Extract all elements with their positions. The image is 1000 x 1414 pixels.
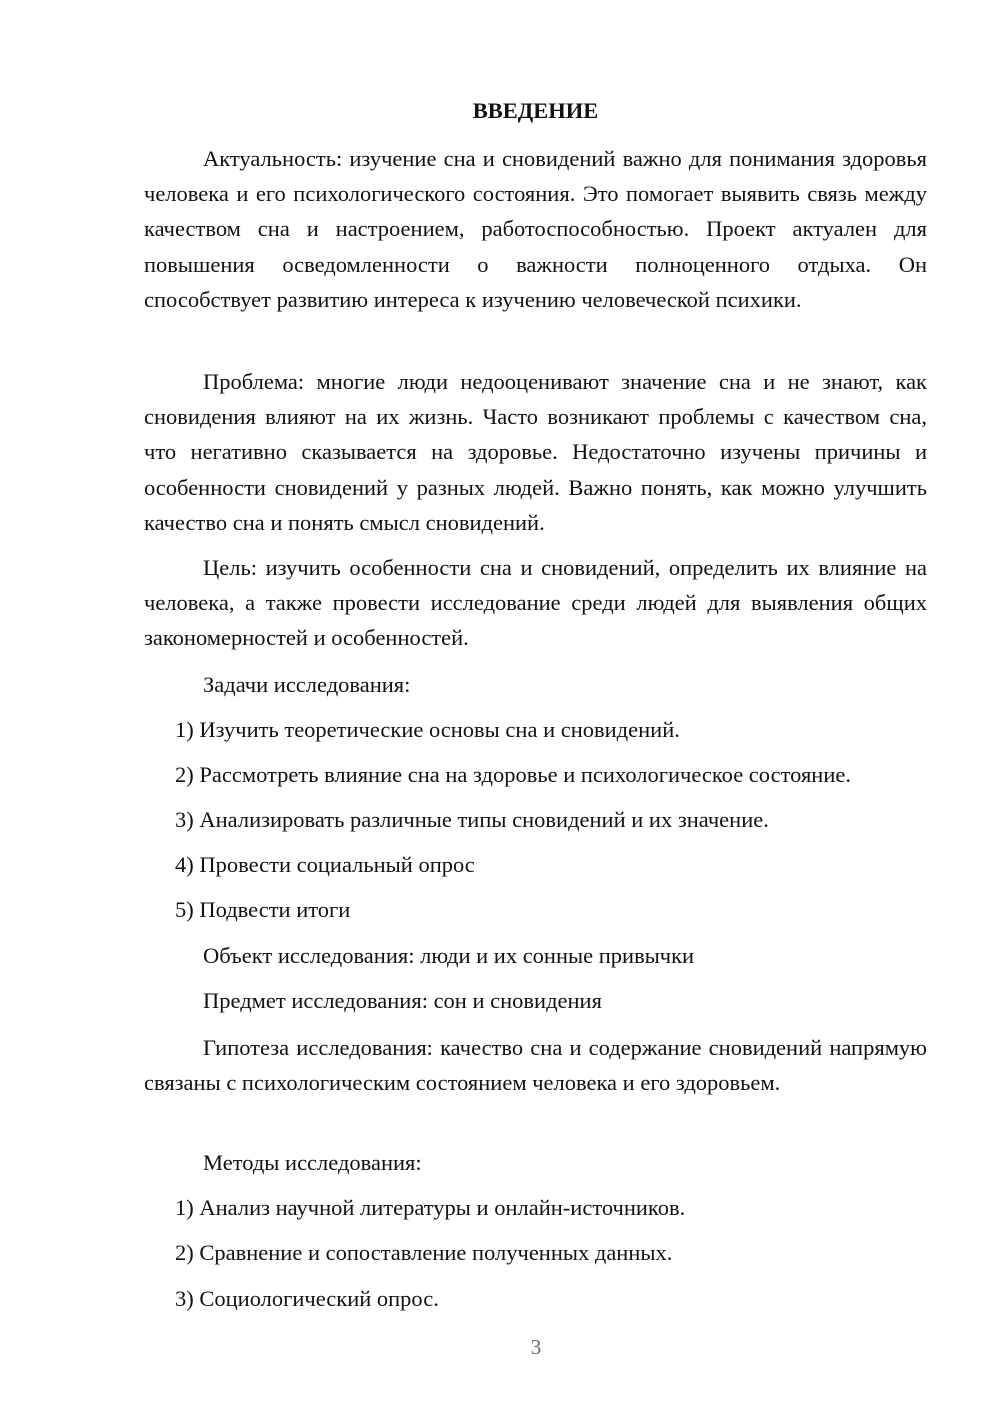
task-item-4: 4) Провести социальный опрос	[175, 852, 475, 877]
goal-paragraph: Цель: изучить особенности сна и сновидений, определить их влияние на человека, а также провести исследование среди людей для выявления общих закономерностей и особенностей.	[144, 555, 927, 651]
task-item-3: 3) Анализировать различные типы сновидений и их значение.	[175, 807, 769, 832]
method-item-2: 2) Сравнение и сопоставление полученных данных.	[175, 1240, 673, 1265]
method-item-3: 3) Социологический опрос.	[175, 1286, 439, 1311]
section-title: ВВЕДЕНИЕ	[472, 98, 599, 123]
methods-heading: Методы исследования:	[203, 1150, 422, 1175]
research-subject: Предмет исследования: сон и сновидения	[203, 988, 602, 1013]
tasks-heading: Задачи исследования:	[203, 672, 411, 697]
hypothesis-paragraph: Гипотеза исследования: качество сна и содержание сновидений напрямую связаны с психологическим состоянием человека и его здоровьем.	[144, 1035, 927, 1096]
problem-paragraph: Проблема: многие люди недооценивают значение сна и не знают, как сновидения влияют на их жизнь. Часто возникают проблемы с качеством сна, что негативно сказывается на здоровье. Недостаточно изучены причины и особенности сновидений у разных людей. Важно понять, как можно улучшить качество сна и понять смысл сновидений.	[144, 369, 927, 535]
task-item-5: 5) Подвести итоги	[175, 897, 351, 922]
method-item-1: 1) Анализ научной литературы и онлайн-источников.	[175, 1195, 686, 1220]
task-item-2: 2) Рассмотреть влияние сна на здоровье и психологическое состояние.	[175, 762, 851, 787]
page-number: 3	[530, 1335, 542, 1359]
research-object: Объект исследования: люди и их сонные привычки	[203, 943, 695, 968]
task-item-1: 1) Изучить теоретические основы сна и сновидений.	[175, 717, 680, 742]
relevance-paragraph: Актуальность: изучение сна и сновидений важно для понимания здоровья человека и его психологического состояния. Это помогает выявить связь между качеством сна и настроением, работоспособностью. Проект актуален для повышения осведомленности о важности полноценного отдыха. Он способствует развитию интереса к изучению человеческой психики.	[144, 146, 927, 312]
